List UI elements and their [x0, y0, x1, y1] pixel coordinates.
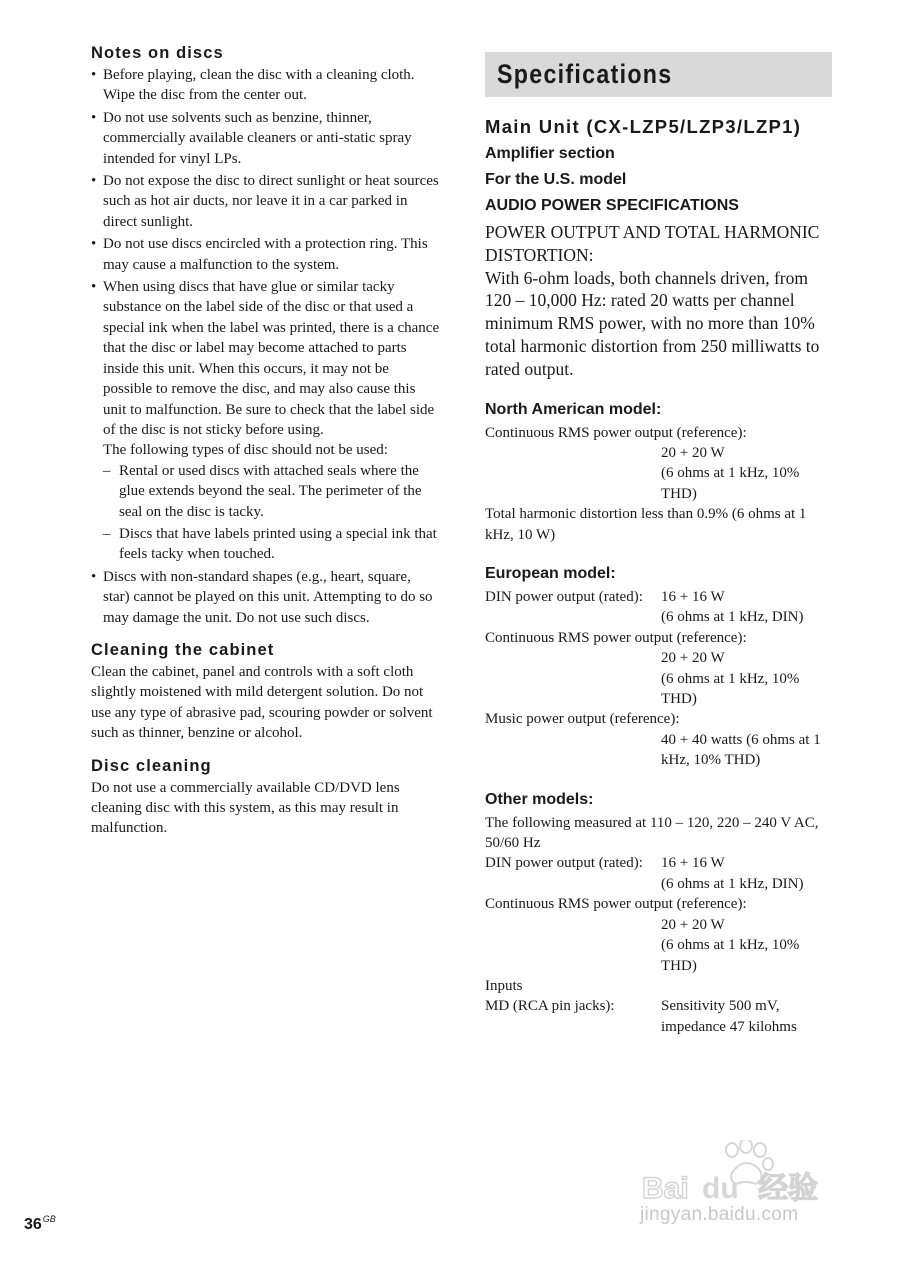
power-output-text: With 6-ohm loads, both channels driven, from 120 – 10,000 Hz: rated 20 watts per channel minimum RMS power, with no more than 10% total harmonic distortion from 250 milliwatts to rated output. — [485, 267, 820, 379]
baidu-watermark — [640, 1140, 860, 1250]
eu-continuous-label: Continuous RMS power output (reference): — [485, 629, 747, 646]
eu-continuous-value: 20 + 20 W — [661, 650, 725, 667]
other-din-row — [485, 853, 835, 873]
page-number-value: 36 — [24, 1216, 42, 1233]
amplifier-section-heading: Amplifier section — [485, 145, 615, 162]
watermark-url: jingyan.baidu.com — [640, 1204, 799, 1225]
svg-text:经验: 经验 — [758, 1171, 818, 1206]
page-title: Specifications — [497, 59, 673, 89]
svg-text:du: du — [702, 1172, 739, 1205]
eu-din-condition: (6 ohms at 1 kHz, DIN) — [661, 609, 804, 626]
notes-list — [91, 65, 441, 628]
audio-power-heading: AUDIO POWER SPECIFICATIONS — [485, 197, 739, 214]
disc-cleaning-heading: Disc cleaning — [91, 756, 212, 775]
list-item-text: • When using discs that have glue or similar tacky substance on the label side of the disc or that used a special ink when the label was printed, there is a chance that the disc or label may become attached to parts inside this unit. When this occurs, it may not be possible to remove the disc, and may also cause this unit to malfunction. Be sure to check that the label side of the disc is not sticky before using. — [103, 279, 440, 438]
list-item — [91, 277, 441, 565]
eu-music-label: Music power output (reference): — [485, 711, 680, 728]
na-continuous-value: 20 + 20 W — [661, 444, 725, 461]
main-unit-heading: Main Unit (CX-LZP5/LZP3/LZP1) — [485, 116, 802, 137]
european-heading: European model: — [485, 565, 616, 583]
md-label: MD (RCA pin jacks): — [485, 998, 615, 1015]
na-thd-text: Total harmonic distortion less than 0.9% (6 ohms at 1 kHz, 10 W) — [485, 506, 807, 543]
eu-din-row — [485, 587, 835, 607]
list-item: • Do not use discs encircled with a protection ring. This may cause a malfunction to the system. — [91, 234, 441, 275]
types-intro: The following types of disc should not be used: — [103, 442, 388, 459]
other-continuous-value: 20 + 20 W — [661, 916, 725, 933]
inputs-label: Inputs — [485, 977, 523, 994]
right-column — [485, 52, 835, 1037]
list-item: • Do not expose the disc to direct sunlight or heat sources such as hot air ducts, nor leave it in a car parked in direct sunlight. — [91, 171, 441, 232]
na-continuous-condition: (6 ohms at 1 kHz, 10% THD) — [661, 465, 800, 502]
eu-continuous-condition: (6 ohms at 1 kHz, 10% THD) — [661, 670, 800, 708]
list-item: • Do not use solvents such as benzine, thinner, commercially available cleaners or anti-static spray intended for vinyl LPs. — [91, 108, 441, 169]
other-continuous-condition: (6 ohms at 1 kHz, 10% THD) — [661, 937, 800, 974]
baidu-logo-icon — [640, 1140, 860, 1206]
list-item: – Rental or used discs with attached seals where the glue extends beyond the seal. The perimeter of the seal on the disc is tacky. — [103, 461, 441, 522]
specifications-banner — [485, 52, 832, 97]
other-models-heading: Other models: — [485, 790, 594, 808]
us-model-heading: For the U.S. model — [485, 171, 627, 188]
other-din-value: 16 + 16 W — [661, 855, 725, 872]
list-item: • Discs with non-standard shapes (e.g., heart, square, star) cannot be played on this unit. Attempting to do so may damage the unit. Do not use such discs. — [91, 567, 441, 628]
other-din-label: DIN power output (rated): — [485, 855, 643, 872]
page-number — [24, 1214, 56, 1234]
notes-on-discs-heading: Notes on discs — [91, 44, 224, 62]
svg-text:Bai: Bai — [642, 1172, 689, 1205]
eu-din-value: 16 + 16 W — [661, 589, 725, 606]
eu-music-value: 40 + 40 watts (6 ohms at 1 kHz, 10% THD) — [661, 731, 821, 769]
left-column — [91, 43, 441, 839]
other-din-condition: (6 ohms at 1 kHz, DIN) — [661, 875, 804, 892]
na-continuous-label: Continuous RMS power output (reference): — [485, 424, 747, 441]
cleaning-cabinet-text: Clean the cabinet, panel and controls with a soft cloth slightly moistened with mild detergent solution. Do not use any type of abrasive pad, scouring powder or solvent such as thinner, benzine or alcohol. — [91, 663, 433, 742]
eu-din-label: DIN power output (rated): — [485, 589, 643, 606]
north-american-heading: North American model: — [485, 400, 662, 418]
cleaning-cabinet-heading: Cleaning the cabinet — [91, 640, 275, 659]
page-number-suffix: GB — [42, 1214, 56, 1224]
md-row — [485, 996, 835, 1037]
list-item: • Before playing, clean the disc with a cleaning cloth. Wipe the disc from the center out. — [91, 65, 441, 106]
other-measured-text: The following measured at 110 – 120, 220 – 240 V AC, 50/60 Hz — [485, 814, 819, 852]
other-continuous-label: Continuous RMS power output (reference): — [485, 896, 747, 913]
list-item: – Discs that have labels printed using a special ink that feels tacky when touched. — [103, 524, 441, 565]
power-output-heading: POWER OUTPUT AND TOTAL HARMONIC DISTORTION: — [485, 222, 820, 265]
disc-cleaning-text: Do not use a commercially available CD/DVD lens cleaning disc with this system, as this may result in malfunction. — [91, 779, 400, 837]
disc-types-list — [103, 461, 441, 565]
md-value: Sensitivity 500 mV, impedance 47 kilohms — [661, 998, 797, 1035]
